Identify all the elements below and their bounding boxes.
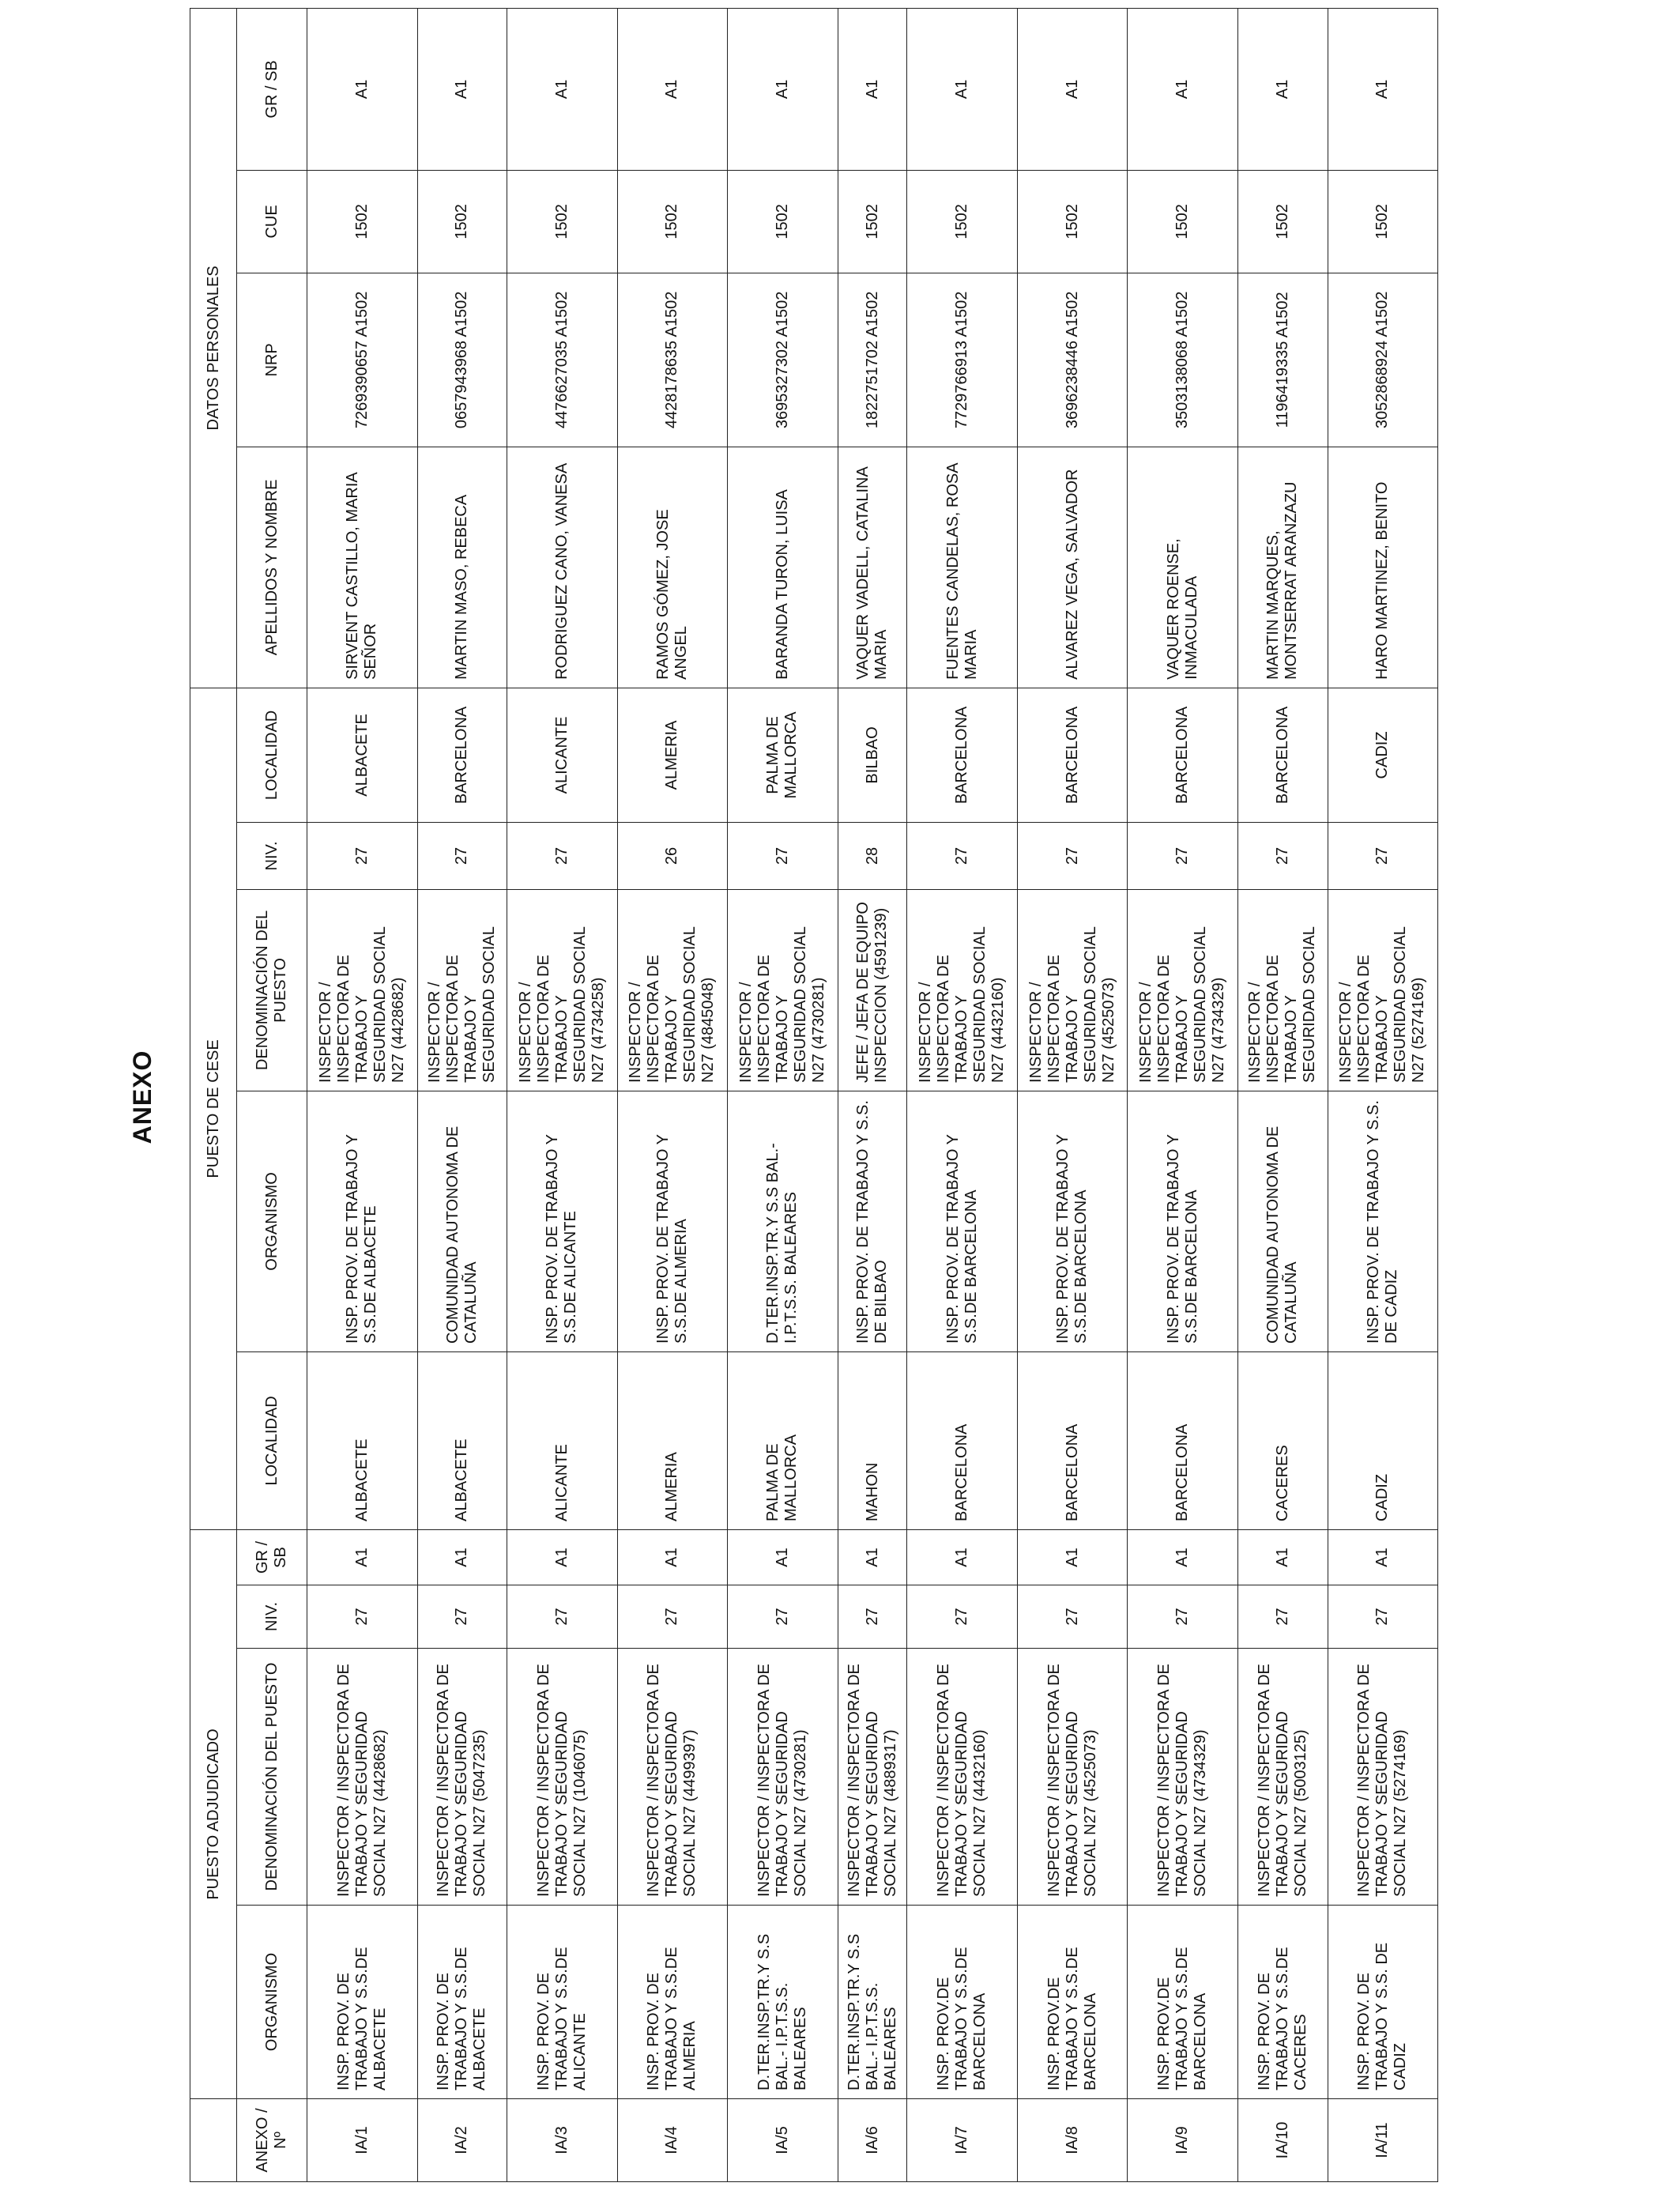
- cell-adj-niv: 27: [1328, 1585, 1438, 1649]
- cell-adj-grsb: A1: [1237, 1529, 1328, 1585]
- cell-adj-organismo: INSP. PROV. DE TRABAJO Y S.S.DE ALBACETE: [307, 1906, 418, 2099]
- page-title-text: ANEXO: [127, 1050, 156, 1144]
- cell-adj-grsb: A1: [1128, 1529, 1238, 1585]
- cell-cese-niv: 28: [838, 822, 907, 889]
- table-row: [907, 8, 1018, 2181]
- group-blank: [190, 2099, 237, 2182]
- cell-cese-organismo: D.TER.INSP.TR.Y S.S BAL.- I.P.T.S.S. BALEARES: [728, 1091, 838, 1351]
- cell-cese-denominacion: INSPECTOR / INSPECTORA DE TRABAJO Y SEGURIDAD SOCIAL N27 (4432160): [907, 889, 1018, 1091]
- cell-adj-denominacion: INSPECTOR / INSPECTORA DE TRABAJO Y SEGURIDAD SOCIAL N27 (4432160): [907, 1649, 1018, 1906]
- cell-anexo: IA/6: [838, 2099, 907, 2182]
- cell-anexo: IA/9: [1128, 2099, 1238, 2182]
- cell-nrp: 3696238446 A1502: [1017, 273, 1128, 447]
- cell-nrp: 0657943968 A1502: [417, 273, 507, 447]
- cell-anexo: IA/8: [1017, 2099, 1128, 2182]
- cell-cue: 1502: [728, 170, 838, 273]
- cell-cese-denominacion: INSPECTOR / INSPECTORA DE TRABAJO Y SEGURIDAD SOCIAL N27 (4734329): [1128, 889, 1238, 1091]
- cell-cese-niv: 27: [1128, 822, 1238, 889]
- cell-nrp: 7269390657 A1502: [307, 273, 418, 447]
- table-row: [838, 8, 907, 2181]
- cell-adj-grsb: A1: [617, 1529, 728, 1585]
- cell-cue: 1502: [617, 170, 728, 273]
- cell-cese-localidad: BARCELONA: [1128, 688, 1238, 822]
- table-row: [307, 8, 418, 2181]
- cell-cese-denominacion: INSPECTOR / INSPECTORA DE TRABAJO Y SEGURIDAD SOCIAL N27 (4428682): [307, 889, 418, 1091]
- cell-adj-denominacion: INSPECTOR / INSPECTORA DE TRABAJO Y SEGURIDAD SOCIAL N27 (4734329): [1128, 1649, 1238, 1906]
- cell-adj-localidad: ALMERIA: [617, 1351, 728, 1529]
- cell-cese-organismo: INSP. PROV. DE TRABAJO Y S.S.DE ALMERIA: [617, 1091, 728, 1351]
- cell-apellidos: BARANDA TURON, LUISA: [728, 447, 838, 688]
- cell-adj-grsb: A1: [507, 1529, 618, 1585]
- cell-adj-grsb: A1: [1017, 1529, 1128, 1585]
- cell-adj-grsb: A1: [307, 1529, 418, 1585]
- cell-adj-niv: 27: [728, 1585, 838, 1649]
- cell-grsb: A1: [907, 8, 1018, 170]
- cell-adj-grsb: A1: [417, 1529, 507, 1585]
- cell-cese-niv: 27: [1328, 822, 1438, 889]
- table-row: [1017, 8, 1128, 2181]
- cell-cue: 1502: [1128, 170, 1238, 273]
- group-puesto-adjudicado: PUESTO ADJUDICADO: [190, 1529, 237, 2098]
- cell-cue: 1502: [417, 170, 507, 273]
- cell-adj-localidad: ALBACETE: [307, 1351, 418, 1529]
- cell-adj-organismo: D.TER.INSP.TR.Y S.S BAL.- I.P.T.S.S. BALEARES: [728, 1906, 838, 2099]
- cell-adj-localidad: PALMA DE MALLORCA: [728, 1351, 838, 1529]
- cell-apellidos: HARO MARTINEZ, BENITO: [1328, 447, 1438, 688]
- cell-adj-organismo: INSP. PROV. DE TRABAJO Y S.S.DE CACERES: [1237, 1906, 1328, 2099]
- cell-cese-localidad: PALMA DE MALLORCA: [728, 688, 838, 822]
- cell-cese-organismo: COMUNIDAD AUTONOMA DE CATALUÑA: [1237, 1091, 1328, 1351]
- cell-adj-localidad: BARCELONA: [907, 1351, 1018, 1529]
- cell-adj-organismo: INSP. PROV.DE TRABAJO Y S.S.DE BARCELONA: [1128, 1906, 1238, 2099]
- cell-adj-organismo: INSP. PROV. DE TRABAJO Y S.S.DE ALICANTE: [507, 1906, 618, 2099]
- cell-apellidos: SIRVENT CASTILLO, MARIA SEÑOR: [307, 447, 418, 688]
- cell-cue: 1502: [907, 170, 1018, 273]
- cell-cue: 1502: [507, 170, 618, 273]
- cell-cue: 1502: [307, 170, 418, 273]
- cell-adj-localidad: MAHON: [838, 1351, 907, 1529]
- cell-anexo: IA/4: [617, 2099, 728, 2182]
- header-cese-denominacion: DENOMINACIÓN DEL PUESTO: [237, 889, 307, 1091]
- header-adj-denominacion: DENOMINACIÓN DEL PUESTO: [237, 1649, 307, 1906]
- cell-adj-niv: 27: [907, 1585, 1018, 1649]
- cell-adj-localidad: CACERES: [1237, 1351, 1328, 1529]
- cell-adj-niv: 27: [307, 1585, 418, 1649]
- cell-adj-grsb: A1: [728, 1529, 838, 1585]
- table-row: [1128, 8, 1238, 2181]
- cell-cese-denominacion: INSPECTOR / INSPECTORA DE TRABAJO Y SEGURIDAD SOCIAL: [1237, 889, 1328, 1091]
- cell-adj-niv: 27: [1237, 1585, 1328, 1649]
- cell-apellidos: RODRIGUEZ CANO, VANESA: [507, 447, 618, 688]
- group-puesto-cese: PUESTO DE CESE: [190, 688, 237, 1529]
- cell-adj-grsb: A1: [1328, 1529, 1438, 1585]
- cell-adj-denominacion: INSPECTOR / INSPECTORA DE TRABAJO Y SEGURIDAD SOCIAL N27 (1046075): [507, 1649, 618, 1906]
- cell-grsb: A1: [307, 8, 418, 170]
- cell-cese-niv: 27: [907, 822, 1018, 889]
- cell-adj-denominacion: INSPECTOR / INSPECTORA DE TRABAJO Y SEGURIDAD SOCIAL N27 (4499397): [617, 1649, 728, 1906]
- cell-adj-denominacion: INSPECTOR / INSPECTORA DE TRABAJO Y SEGURIDAD SOCIAL N27 (4525073): [1017, 1649, 1128, 1906]
- header-cese-localidad: LOCALIDAD: [237, 688, 307, 822]
- header-anexo: ANEXO / Nº: [237, 2099, 307, 2182]
- cell-cese-localidad: BARCELONA: [907, 688, 1018, 822]
- cell-cese-localidad: ALICANTE: [507, 688, 618, 822]
- cell-grsb: A1: [728, 8, 838, 170]
- cell-cese-localidad: ALBACETE: [307, 688, 418, 822]
- cell-anexo: IA/3: [507, 2099, 618, 2182]
- cell-nrp: 3695327302 A1502: [728, 273, 838, 447]
- anexo-table: [190, 8, 1438, 2182]
- header-adj-organismo: ORGANISMO: [237, 1906, 307, 2099]
- cell-cese-localidad: BARCELONA: [417, 688, 507, 822]
- cell-apellidos: VAQUER ROENSE, INMACULADA: [1128, 447, 1238, 688]
- cell-cese-localidad: BILBAO: [838, 688, 907, 822]
- cell-apellidos: MARTIN MARQUES, MONTSERRAT ARANZAZU: [1237, 447, 1328, 688]
- cell-anexo: IA/7: [907, 2099, 1018, 2182]
- table-row: [617, 8, 728, 2181]
- cell-grsb: A1: [1328, 8, 1438, 170]
- cell-nrp: 1822751702 A1502: [838, 273, 907, 447]
- cell-apellidos: MARTIN MASO, REBECA: [417, 447, 507, 688]
- cell-cese-organismo: COMUNIDAD AUTONOMA DE CATALUÑA: [417, 1091, 507, 1351]
- cell-cese-niv: 26: [617, 822, 728, 889]
- cell-cese-organismo: INSP. PROV. DE TRABAJO Y S.S.DE ALBACETE: [307, 1091, 418, 1351]
- cell-cese-denominacion: INSPECTOR / INSPECTORA DE TRABAJO Y SEGURIDAD SOCIAL N27 (4730281): [728, 889, 838, 1091]
- cell-adj-denominacion: INSPECTOR / INSPECTORA DE TRABAJO Y SEGURIDAD SOCIAL N27 (4730281): [728, 1649, 838, 1906]
- cell-adj-grsb: A1: [838, 1529, 907, 1585]
- cell-adj-niv: 27: [1017, 1585, 1128, 1649]
- header-adj-niv: NIV.: [237, 1585, 307, 1649]
- header-grsb: GR / SB: [237, 8, 307, 170]
- cell-nrp: 3052868924 A1502: [1328, 273, 1438, 447]
- header-adj-localidad: LOCALIDAD: [237, 1351, 307, 1529]
- cell-cue: 1502: [1237, 170, 1328, 273]
- cell-nrp: 3503138068 A1502: [1128, 273, 1238, 447]
- cell-grsb: A1: [838, 8, 907, 170]
- cell-apellidos: FUENTES CANDELAS, ROSA MARIA: [907, 447, 1018, 688]
- cell-cese-localidad: BARCELONA: [1237, 688, 1328, 822]
- header-nrp: NRP: [237, 273, 307, 447]
- cell-cese-localidad: BARCELONA: [1017, 688, 1128, 822]
- cell-adj-localidad: BARCELONA: [1128, 1351, 1238, 1529]
- cell-cese-niv: 27: [728, 822, 838, 889]
- cell-grsb: A1: [1128, 8, 1238, 170]
- header-apellidos: APELLIDOS Y NOMBRE: [237, 447, 307, 688]
- cell-cese-denominacion: INSPECTOR / INSPECTORA DE TRABAJO Y SEGURIDAD SOCIAL N27 (4525073): [1017, 889, 1128, 1091]
- table-row: [507, 8, 618, 2181]
- cell-adj-organismo: INSP. PROV.DE TRABAJO Y S.S.DE BARCELONA: [907, 1906, 1018, 2099]
- cell-grsb: A1: [617, 8, 728, 170]
- group-datos-personales: DATOS PERSONALES: [190, 8, 237, 688]
- cell-cese-denominacion: INSPECTOR / INSPECTORA DE TRABAJO Y SEGURIDAD SOCIAL N27 (5274169): [1328, 889, 1438, 1091]
- cell-anexo: IA/10: [1237, 2099, 1328, 2182]
- cell-cese-organismo: INSP. PROV. DE TRABAJO Y S.S.DE BARCELONA: [1128, 1091, 1238, 1351]
- cell-adj-grsb: A1: [907, 1529, 1018, 1585]
- cell-cese-niv: 27: [1017, 822, 1128, 889]
- group-header-row: [190, 8, 237, 2181]
- cell-adj-organismo: D.TER.INSP.TR.Y S.S BAL.- I.P.T.S.S. BALEARES: [838, 1906, 907, 2099]
- cell-adj-denominacion: INSPECTOR / INSPECTORA DE TRABAJO Y SEGURIDAD SOCIAL N27 (4889317): [838, 1649, 907, 1906]
- cell-cue: 1502: [1017, 170, 1128, 273]
- cell-nrp: 7729766913 A1502: [907, 273, 1018, 447]
- cell-apellidos: ALVAREZ VEGA, SALVADOR: [1017, 447, 1128, 688]
- cell-anexo: IA/5: [728, 2099, 838, 2182]
- cell-adj-organismo: INSP. PROV. DE TRABAJO Y S.S. DE CADIZ: [1328, 1906, 1438, 2099]
- page-title: [111, 1050, 174, 1144]
- cell-cese-niv: 27: [1237, 822, 1328, 889]
- cell-cese-organismo: INSP. PROV. DE TRABAJO Y S.S. DE BILBAO: [838, 1091, 907, 1351]
- cell-adj-denominacion: INSPECTOR / INSPECTORA DE TRABAJO Y SEGURIDAD SOCIAL N27 (5047235): [417, 1649, 507, 1906]
- cell-anexo: IA/2: [417, 2099, 507, 2182]
- cell-adj-localidad: BARCELONA: [1017, 1351, 1128, 1529]
- cell-cese-organismo: INSP. PROV. DE TRABAJO Y S.S.DE BARCELONA: [907, 1091, 1018, 1351]
- cell-grsb: A1: [1237, 8, 1328, 170]
- header-cese-organismo: ORGANISMO: [237, 1091, 307, 1351]
- header-cue: CUE: [237, 170, 307, 273]
- cell-apellidos: VAQUER VADELL, CATALINA MARIA: [838, 447, 907, 688]
- cell-cese-organismo: INSP. PROV. DE TRABAJO Y S.S.DE ALICANTE: [507, 1091, 618, 1351]
- cell-cese-niv: 27: [507, 822, 618, 889]
- cell-cue: 1502: [838, 170, 907, 273]
- table-row: [1237, 8, 1328, 2181]
- cell-cese-niv: 27: [307, 822, 418, 889]
- table-row: [1328, 8, 1438, 2181]
- cell-nrp: 4476627035 A1502: [507, 273, 618, 447]
- cell-adj-niv: 27: [617, 1585, 728, 1649]
- cell-cue: 1502: [1328, 170, 1438, 273]
- cell-cese-localidad: CADIZ: [1328, 688, 1438, 822]
- rotated-table-container: [190, 9, 1438, 2182]
- cell-apellidos: RAMOS GÓMEZ, JOSE ANGEL: [617, 447, 728, 688]
- header-cese-niv: NIV.: [237, 822, 307, 889]
- cell-nrp: 4428178635 A1502: [617, 273, 728, 447]
- table-row: [728, 8, 838, 2181]
- cell-adj-denominacion: INSPECTOR / INSPECTORA DE TRABAJO Y SEGURIDAD SOCIAL N27 (4428682): [307, 1649, 418, 1906]
- cell-adj-localidad: ALICANTE: [507, 1351, 618, 1529]
- cell-adj-niv: 27: [507, 1585, 618, 1649]
- cell-adj-localidad: ALBACETE: [417, 1351, 507, 1529]
- cell-cese-localidad: ALMERIA: [617, 688, 728, 822]
- cell-adj-organismo: INSP. PROV. DE TRABAJO Y S.S.DE ALMERIA: [617, 1906, 728, 2099]
- cell-adj-organismo: INSP. PROV. DE TRABAJO Y S.S.DE ALBACETE: [417, 1906, 507, 2099]
- cell-grsb: A1: [417, 8, 507, 170]
- column-header-row: [237, 8, 307, 2181]
- header-adj-grsb: GR / SB: [237, 1529, 307, 1585]
- cell-grsb: A1: [1017, 8, 1128, 170]
- cell-adj-niv: 27: [838, 1585, 907, 1649]
- cell-cese-denominacion: INSPECTOR / INSPECTORA DE TRABAJO Y SEGURIDAD SOCIAL N27 (4845048): [617, 889, 728, 1091]
- cell-adj-niv: 27: [417, 1585, 507, 1649]
- cell-anexo: IA/11: [1328, 2099, 1438, 2182]
- cell-grsb: A1: [507, 8, 618, 170]
- cell-adj-niv: 27: [1128, 1585, 1238, 1649]
- cell-cese-denominacion: JEFE / JEFA DE EQUIPO INSPECCION (4591239): [838, 889, 907, 1091]
- cell-adj-denominacion: INSPECTOR / INSPECTORA DE TRABAJO Y SEGURIDAD SOCIAL N27 (5003125): [1237, 1649, 1328, 1906]
- cell-adj-organismo: INSP. PROV.DE TRABAJO Y S.S.DE BARCELONA: [1017, 1906, 1128, 2099]
- cell-cese-denominacion: INSPECTOR / INSPECTORA DE TRABAJO Y SEGURIDAD SOCIAL N27 (4734258): [507, 889, 618, 1091]
- cell-anexo: IA/1: [307, 2099, 418, 2182]
- table-row: [417, 8, 507, 2181]
- cell-cese-denominacion: INSPECTOR / INSPECTORA DE TRABAJO Y SEGURIDAD SOCIAL: [417, 889, 507, 1091]
- cell-adj-localidad: CADIZ: [1328, 1351, 1438, 1529]
- cell-cese-organismo: INSP. PROV. DE TRABAJO Y S.S.DE BARCELONA: [1017, 1091, 1128, 1351]
- cell-cese-niv: 27: [417, 822, 507, 889]
- cell-cese-organismo: INSP. PROV. DE TRABAJO Y S.S. DE CADIZ: [1328, 1091, 1438, 1351]
- cell-nrp: 1196419335 A1502: [1237, 273, 1328, 447]
- cell-adj-denominacion: INSPECTOR / INSPECTORA DE TRABAJO Y SEGURIDAD SOCIAL N27 (5274169): [1328, 1649, 1438, 1906]
